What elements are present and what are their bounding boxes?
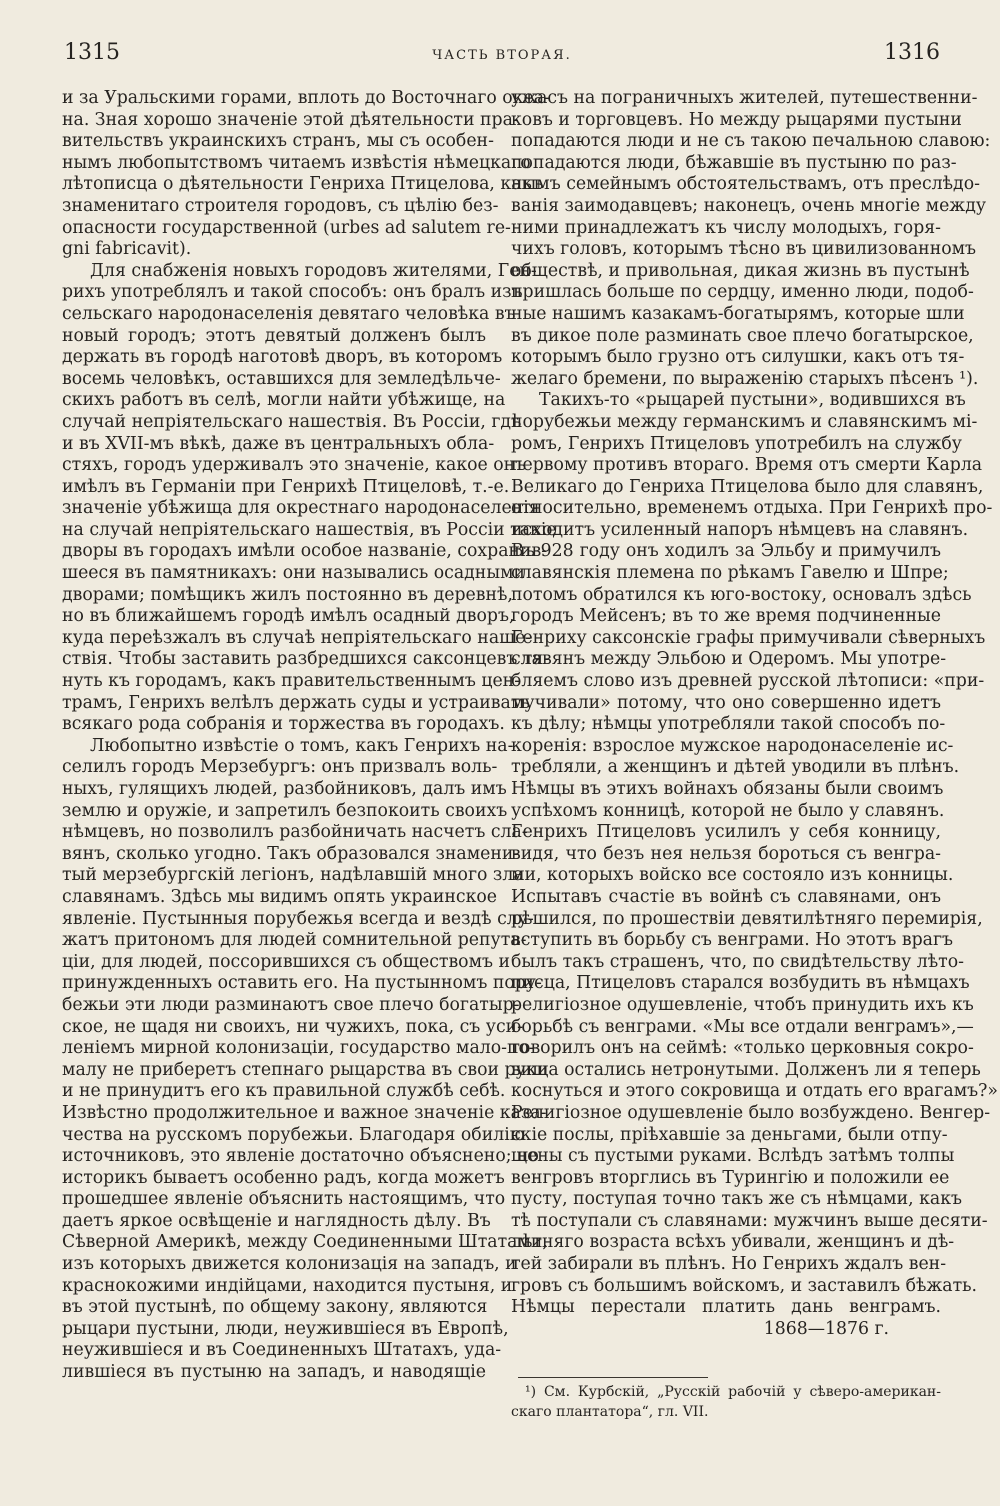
text-line: потомъ обратился къ юго-востоку, основалъ здѣсь <box>511 584 972 605</box>
text-line: первому противъ втораго. Время отъ смерти Карла <box>511 455 983 476</box>
text-line: рихъ употреблялъ и такой способъ: онъ бралъ изъ <box>62 282 523 303</box>
text-line: чихъ головъ, которымъ тѣсно въ цивилизованномъ <box>511 239 977 260</box>
text-line: коснуться и этого сокровища и отдать его врагамъ?» <box>511 1081 998 1102</box>
text-line: Для снабженія новыхъ городовъ жителями, Ген- <box>90 260 537 281</box>
text-line: ныхъ, гулящихъ людей, разбойниковъ, далъ имъ <box>62 779 507 799</box>
text-line: въ этой пустынѣ, по общему закону, являются <box>62 1297 488 1318</box>
text-line: изъ которыхъ движется колонизація на западъ, и <box>62 1254 517 1275</box>
text-line: леніемъ мирной колонизаціи, государство мало-по- <box>62 1038 535 1059</box>
text-line: успѣхомъ конницѣ, которой не было у славянъ. <box>511 800 945 821</box>
text-line: на. Зная хорошо значеніе этой дѣятельности пра- <box>62 109 519 130</box>
text-line: ми, которыхъ войско все состояло изъ конницы. <box>511 865 954 886</box>
text-line: gni fabricavit). <box>62 239 192 260</box>
text-line: тей забирали въ плѣнъ. Но Генрихъ ждалъ вен- <box>511 1254 947 1275</box>
text-line: прошедшее явленіе объяснить настоящимъ, что <box>62 1189 506 1210</box>
text-line: нымъ семейнымъ обстоятельствамъ, отъ преслѣдо- <box>511 174 980 195</box>
text-line: значеніе убѣжища для окрестнаго народонаселенія <box>62 498 540 519</box>
text-line: славянамъ. Здѣсь мы видимъ опять украинское <box>62 886 498 907</box>
text-line: принужденныхъ оставить его. На пустынномъ пору- <box>62 973 542 994</box>
text-line: относительно, временемъ отдыха. При Генрихѣ про- <box>511 498 993 519</box>
text-line: лѣтописца о дѣятельности Генриха Птицелова, какъ <box>62 174 544 195</box>
text-line: вянъ, сколько угодно. Такъ образовался знамени- <box>62 843 520 864</box>
text-line: и не принудитъ его къ правильной службѣ себѣ. <box>62 1081 506 1102</box>
text-line: Нѣмцы въ этихъ войнахъ обязаны были своимъ <box>511 779 944 799</box>
text-line: нуть къ городамъ, какъ правительственнымъ цен- <box>62 671 521 692</box>
text-line: ные нашимъ казакамъ-богатырямъ, которые шли <box>511 303 965 324</box>
page-number-right: 1316 <box>884 40 940 65</box>
text-line: бляемъ слово изъ древней русской лѣтописи: «при- <box>511 671 985 692</box>
text-line: знаменитаго строителя городовъ, съ цѣлію без- <box>62 195 499 216</box>
text-line: дворами; помѣщикъ жилъ постоянно въ деревнѣ, <box>62 584 513 605</box>
text-line: тый мерзебургскій легіонъ, надѣлавшій много зла <box>62 865 524 886</box>
text-line: былъ такъ страшенъ, что, по свидѣтельству лѣто- <box>511 951 964 972</box>
text-line: коренія: взрослое мужское народонаселеніе ис- <box>511 735 954 756</box>
text-line: Въ 928 году онъ ходилъ за Эльбу и примучилъ <box>511 541 941 562</box>
text-line: куда переѣзжалъ въ случаѣ непріятельскаго наше- <box>62 627 532 648</box>
text-line: рыцари пустыни, люди, неужившіеся въ Европѣ, <box>62 1318 509 1339</box>
text-line: но въ ближайшемъ городѣ имѣлъ осадный дворъ, <box>62 606 515 627</box>
text-line: Генриху саксонскіе графы примучивали сѣверныхъ <box>511 627 986 648</box>
footnote-line: ¹) См. Курбскій, „Русскій рабочій у сѣверо-американ- <box>525 1384 941 1400</box>
text-line: даетъ яркое освѣщеніе и наглядность дѣлу. Въ <box>62 1210 491 1231</box>
text-line: жатъ притономъ для людей сомнительной репута- <box>62 930 527 951</box>
text-line: всякаго рода собранія и торжества въ городахъ. <box>62 714 505 735</box>
text-line: ужасъ на пограничныхъ жителей, путешественни- <box>511 88 978 108</box>
text-line: рѣшился, по прошествіи девятилѣтняго перемирія, <box>511 908 983 929</box>
text-line: вступить въ борьбу съ венграми. Но этотъ врагъ <box>511 930 954 951</box>
text-line: сельскаго народонаселенія девятаго человѣка въ <box>62 303 516 324</box>
text-line: краснокожими индійцами, находится пустыня, и <box>62 1275 513 1296</box>
text-line: Такихъ-то «рыцарей пустыни», водившихся въ <box>539 390 966 411</box>
text-line: восемь человѣкъ, оставшихся для земледѣльче- <box>62 368 501 389</box>
text-line: которымъ было грузно отъ силушки, какъ отъ тя- <box>511 347 965 368</box>
text-line: венгровъ вторглись въ Турингію и положили ее <box>511 1167 950 1188</box>
text-line: попадаются люди и не съ такою печальною славою: <box>511 131 991 152</box>
text-line: обществѣ, и привольная, дикая жизнь въ пустынѣ <box>511 260 970 281</box>
text-line: Генрихъ Птицеловъ усилилъ у себя конницу, <box>511 822 941 843</box>
text-line: Великаго до Генриха Птицелова было для славянъ, <box>511 476 984 497</box>
text-line: имѣлъ въ Германіи при Генрихѣ Птицеловѣ, т.-е. <box>62 476 510 497</box>
text-line: щены съ пустыми руками. Вслѣдъ затѣмъ толпы <box>511 1146 955 1167</box>
text-line: исходитъ усиленный напоръ нѣмцевъ на славянъ. <box>511 519 969 540</box>
text-line: новый городъ; этотъ девятый долженъ былъ <box>62 325 486 346</box>
page-number-left: 1315 <box>64 40 120 65</box>
text-line: борьбѣ съ венграми. «Мы все отдали венграмъ»,— <box>511 1016 974 1037</box>
text-line: нѣмцевъ, но позволилъ разбойничать насчетъ сла- <box>62 822 528 843</box>
text-line: религіозное одушевленіе, чтобъ принудить ихъ къ <box>511 994 974 1015</box>
text-line: трамъ, Генрихъ велѣлъ держать суды и устраивать <box>62 692 530 713</box>
text-line: чества на русскомъ порубежьи. Благодаря обилію <box>62 1124 525 1145</box>
text-line: Извѣстно продолжительное и важное значеніе каза- <box>62 1102 547 1123</box>
text-line: неужившіеся и въ Соединенныхъ Штатахъ, уда- <box>62 1340 502 1361</box>
text-line: славянскія племена по рѣкамъ Гавелю и Шпре; <box>511 563 949 584</box>
text-line: на случай непріятельскаго нашествія, въ Россіи такіе <box>62 519 557 540</box>
text-line: источниковъ, это явленіе достаточно объяснено; но <box>62 1146 539 1167</box>
text-line: въ дикое поле разминать свое плечо богатырское, <box>511 325 974 346</box>
text-line: славянъ между Эльбою и Одеромъ. Мы употре- <box>511 649 947 670</box>
text-line: желаго бремени, по выраженію старыхъ пѣсенъ ¹). <box>511 368 979 389</box>
text-line: нымъ любопытствомъ читаемъ извѣстія нѣмецкаго <box>62 152 531 173</box>
footnote-line: скаго плантатора“, гл. VII. <box>511 1404 709 1420</box>
text-line: стяхъ, городъ удерживалъ это значеніе, какое онъ <box>62 455 527 476</box>
text-line: ними принадлежатъ къ числу молодыхъ, горя- <box>511 217 941 238</box>
text-line: вища остались нетронутыми. Долженъ ли я теперь <box>511 1059 981 1080</box>
text-line: скихъ работъ въ селѣ, могли найти убѣжище, на <box>62 390 506 411</box>
text-line: ковъ и торговцевъ. Но между рыцарями пустыни <box>511 109 962 130</box>
text-line: ствія. Чтобы заставить разбредшихся саксонцевъ тя- <box>62 649 550 670</box>
text-line: вительствъ украинскихъ странъ, мы съ особен- <box>62 131 494 152</box>
text-line: гровъ съ большимъ войскомъ, и заставилъ бѣжать. <box>511 1275 978 1296</box>
text-line: малу не приберетъ степнаго рыцарства въ свои руки <box>62 1059 549 1080</box>
text-line: говорилъ онъ на сеймѣ: «только церковныя сокро- <box>511 1038 974 1059</box>
text-line: ціи, для людей, поссорившихся съ обществомъ и <box>62 951 511 972</box>
text-line: шееся въ памятникахъ: они назывались осадными <box>62 563 526 584</box>
text-line: землю и оружіе, и запретилъ безпокоить своихъ <box>62 800 508 821</box>
running-title: ЧАСТЬ ВТОРАЯ. <box>432 48 572 63</box>
text-line: явленіе. Пустынныя порубежья всегда и вездѣ слу- <box>62 908 534 929</box>
text-line: бежьи эти люди разминаютъ свое плечо богатыр- <box>62 994 520 1015</box>
text-line: селилъ городъ Мерзебургъ: онъ призвалъ воль- <box>62 757 498 778</box>
text-line: ванія заимодавцевъ; наконецъ, очень многіе между <box>511 195 986 216</box>
text-line: тѣ поступали съ славянами: мужчинъ выше десяти- <box>511 1210 988 1231</box>
text-line: Любопытно извѣстіе о томъ, какъ Генрихъ на- <box>90 735 514 756</box>
text-line: и за Уральскими горами, вплоть до Восточнаго океа- <box>62 88 550 108</box>
text-line: пусту, поступая точно такъ же съ нѣмцами, какъ <box>511 1189 963 1210</box>
text-line: мучивали» потому, что оно совершенно идетъ <box>511 692 941 713</box>
left-column <box>62 88 557 1384</box>
page-header <box>64 40 940 80</box>
text-line: случай непріятельскаго нашествія. Въ Россіи, гдѣ <box>62 411 522 432</box>
text-line: ромъ, Генрихъ Птицеловъ употребилъ на службу <box>511 433 962 454</box>
text-line: Испытавъ счастіе въ войнѣ съ славянами, онъ <box>511 886 941 907</box>
text-line: требляли, а женщинъ и дѣтей уводили въ плѣнъ. <box>511 757 960 778</box>
text-line: лѣтняго возраста всѣхъ убивали, женщинъ и дѣ- <box>511 1232 955 1253</box>
text-line: лившіеся въ пустыню на западъ, и наводящіе <box>62 1362 486 1383</box>
text-line: пришлась больше по сердцу, именно люди, подоб- <box>511 282 974 303</box>
text-line: попадаются люди, бѣжавшіе въ пустыню по раз- <box>511 152 957 173</box>
right-column <box>511 88 998 1340</box>
date-line: 1868—1876 г. <box>763 1318 889 1339</box>
text-line: къ дѣлу; нѣмцы употребляли такой способъ по- <box>511 714 946 735</box>
text-line: порубежьи между германскимъ и славянскимъ мі- <box>511 411 978 432</box>
text-line: держать въ городѣ наготовѣ дворъ, въ которомъ <box>62 347 503 368</box>
text-line: Религіозное одушевленіе было возбуждено. Венгер- <box>511 1102 991 1123</box>
text-line: опасности государственной (urbes ad salutem re- <box>62 217 511 238</box>
text-line: скіе послы, пріѣхавшіе за деньгами, были отпу- <box>511 1124 948 1145</box>
text-line: ское, не щадя ни своихъ, ни чужихъ, пока, съ уси- <box>62 1016 523 1037</box>
text-line: писца, Птицеловъ старался возбудить въ нѣмцахъ <box>511 973 970 994</box>
footnote-rule <box>518 1377 708 1378</box>
text-line: городъ Мейсенъ; въ то же время подчиненные <box>511 606 941 627</box>
text-line: дворы въ городахъ имѣли особое названіе, сохранив- <box>62 541 548 562</box>
text-line: историкъ бываетъ особенно радъ, когда можетъ <box>62 1167 505 1188</box>
footnote <box>511 1382 941 1422</box>
text-line: Сѣверной Америкѣ, между Соединенными Штатами, <box>62 1232 548 1253</box>
text-line: и въ XVII-мъ вѣкѣ, даже въ центральныхъ обла- <box>62 433 495 454</box>
text-line: видя, что безъ нея нельзя бороться съ венгра- <box>511 843 941 864</box>
text-line: Нѣмцы перестали платить дань венграмъ. <box>511 1297 941 1318</box>
